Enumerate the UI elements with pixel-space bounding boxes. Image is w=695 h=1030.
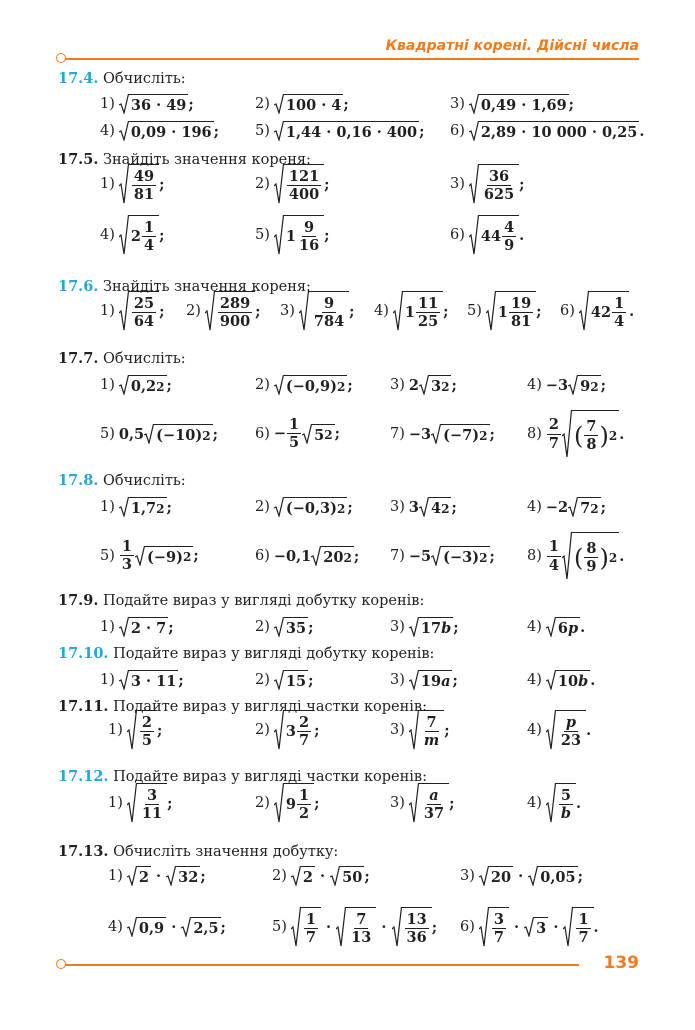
exercise-item: 6) 44 4 9 . [450, 215, 524, 255]
exercise-item: 3) 2 3 2 ; [390, 376, 457, 395]
exercise-item: 1) 2 · 7 ; [100, 618, 174, 637]
exercise-item: 1) 1,7 2 ; [100, 498, 172, 517]
task-text: Знайдіть значення кореня: [102, 279, 311, 295]
page-footer [56, 955, 639, 975]
task-text: Знайдіть значення кореня: [102, 152, 311, 168]
exercise-item: 3) a 37 ; [390, 783, 454, 823]
exercise-item: 4) 0,9 · 2,5 ; [108, 918, 226, 937]
exercise-item: 2) (−0,9) 2 ; [255, 376, 353, 395]
task-17-7 [58, 350, 186, 367]
exercise-item: 2) 100 · 4 ; [255, 95, 349, 114]
exercise-item: 3) 9 784 ; [280, 291, 355, 331]
exercise-item: 2) 2 · 50 ; [272, 867, 370, 886]
exercise-item: 2) 35 ; [255, 618, 314, 637]
exercise-item: 4) 1 11 25 ; [374, 291, 449, 331]
task-17-4 [58, 70, 186, 87]
exercise-item: 3) 0,49 · 1,69 ; [450, 95, 575, 114]
task-17-13 [58, 843, 338, 860]
exercise-item: 5) 1 3 (−9) 2 ; [100, 538, 199, 574]
exercise-item: 6) − $\frac{1}{5}$ 5 2 ; [255, 416, 340, 452]
chapter-title: Квадратні корені. Дійсні числа [385, 38, 639, 54]
exercise-item: 4) −2 7 2 ; [527, 498, 606, 517]
exercise-item: 2) 121 400 ; [255, 164, 330, 204]
task-number: 17.9. [58, 592, 99, 609]
exercise-item: 1) 49 81 ; [100, 164, 164, 204]
exercise-item: 4) 2 1 4 ; [100, 215, 164, 255]
task-number: 17.4. [58, 70, 99, 87]
exercise-item: 4) 6 p . [527, 618, 586, 637]
exercise-item: 4) 5 b . [527, 783, 581, 823]
task-number: 17.12. [58, 768, 109, 785]
exercise-item: 6) 3 7 · 3 · 1 7 . [460, 907, 599, 947]
exercise-item: 2) 3 2 7 ; [255, 710, 319, 750]
exercise-item: 4) p 23 . [527, 710, 591, 750]
exercise-item: 1) 36 · 49 ; [100, 95, 194, 114]
exercise-item: 7) −5 (−3) 2 ; [390, 547, 495, 566]
header-rule [64, 58, 639, 60]
task-text: Обчисліть: [102, 473, 186, 489]
exercise-item: 5) 1,44 · 0,16 · 400 ; [255, 122, 425, 141]
task-text: Обчисліть значення добутку: [113, 844, 339, 860]
task-number: 17.7. [58, 350, 99, 367]
exercise-item: 4) −3 9 2 ; [527, 376, 606, 395]
exercise-item: 4) 0,09 · 196 ; [100, 122, 219, 141]
exercise-item: 6) −0,1 20 2 ; [255, 547, 360, 566]
exercise-item: 1) 0,2 2 ; [100, 376, 172, 395]
task-number: 17.10. [58, 645, 109, 662]
exercise-item: 1) 2 · 32 ; [108, 867, 206, 886]
exercise-item: 5) 1 9 16 ; [255, 215, 330, 255]
exercise-item: 5) 1 7 · 7 13 · 13 36 ; [272, 907, 437, 947]
task-text: Обчисліть: [102, 71, 186, 87]
page-header [56, 40, 639, 70]
task-number: 17.11. [58, 698, 109, 715]
task-17-6 [58, 278, 311, 295]
task-17-10 [58, 645, 434, 662]
exercise-item: 2) (−0,3) 2 ; [255, 498, 353, 517]
task-number: 17.6. [58, 278, 99, 295]
header-dot [56, 53, 66, 63]
exercise-item: 3) 36 625 ; [450, 164, 525, 204]
exercise-item: 2) 289 900 ; [186, 291, 261, 331]
exercise-item: 6) 42 1 4 . [560, 291, 634, 331]
task-text: Подайте вираз у вигляді частки коренів: [113, 699, 427, 715]
footer-dot [56, 959, 66, 969]
task-text: Обчисліть: [102, 351, 186, 367]
exercise-item: 1) 25 64 ; [100, 291, 164, 331]
page-number: 139 [603, 953, 639, 973]
exercise-item: 3) 7 m ; [390, 710, 450, 750]
exercise-item: 3) 17 b ; [390, 618, 459, 637]
exercise-item: 5) 0,5 (−10) 2 ; [100, 425, 218, 444]
exercise-item: 1) 3 11 ; [108, 783, 172, 823]
task-17-9 [58, 592, 424, 609]
exercise-item: 4) 10 b . [527, 671, 596, 690]
task-17-8 [58, 472, 186, 489]
task-number: 17.5. [58, 151, 99, 168]
task-text: Подайте вираз у вигляді добутку коренів: [102, 593, 425, 609]
exercise-item: 8) 1 4 ( 8 9 ) 2 . [527, 532, 624, 580]
exercise-item: 3) 3 4 2 ; [390, 498, 457, 517]
task-text: Подайте вираз у вигляді добутку коренів: [113, 646, 435, 662]
exercise-item: 3) 19 a ; [390, 671, 458, 690]
exercise-item: 6) 2,89 · 10 000 · 0,25 . [450, 122, 645, 141]
task-number: 17.13. [58, 843, 109, 860]
exercise-item: 1) 2 5 ; [108, 710, 162, 750]
exercise-item: 1) 3 · 11 ; [100, 671, 184, 690]
task-text: Подайте вираз у вигляді частки коренів: [113, 769, 427, 785]
exercise-item: 7) −3 (−7) 2 ; [390, 425, 495, 444]
exercise-item: 3) 20 · 0,05 ; [460, 867, 583, 886]
exercise-item: 5) 1 19 81 ; [467, 291, 542, 331]
exercise-item: 2) 9 1 2 ; [255, 783, 319, 823]
footer-rule [64, 964, 579, 966]
exercise-item: 2) 15 ; [255, 671, 314, 690]
exercise-item: 8) 2 7 ( 7 8 ) 2 . [527, 410, 624, 458]
task-number: 17.8. [58, 472, 99, 489]
